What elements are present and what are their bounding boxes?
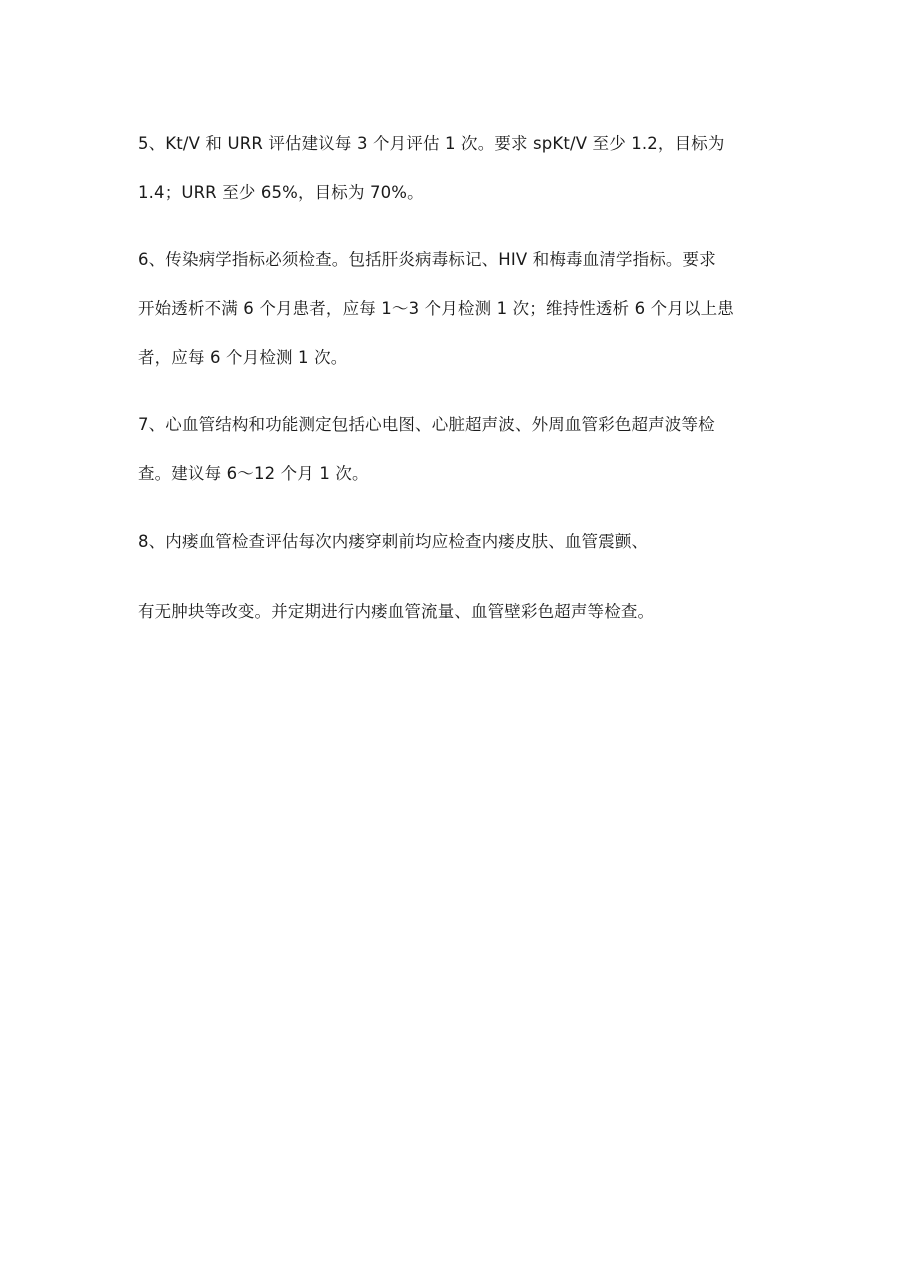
text-line-4: 开始透析不满 6 个月患者，应每 1～3 个月检测 1 次；维持性透析 6 个月以上患 [138,299,734,318]
text-line-6: 7、心血管结构和功能测定包括心电图、心脏超声波、外周血管彩色超声波等检 [138,415,715,434]
text-line-7: 查。建议每 6～12 个月 1 次。 [138,464,369,483]
text-line-1: 5、Kt/V 和 URR 评估建议每 3 个月评估 1 次。要求 spKt/V 至少 1.2，目标为 [138,134,725,153]
text-line-5: 者，应每 6 个月检测 1 次。 [138,348,348,367]
text-line-9: 有无肿块等改变。并定期进行内瘘血管流量、血管壁彩色超声等检查。 [138,602,655,621]
text-line-8: 8、内瘘血管检查评估每次内瘘穿刺前均应检查内瘘皮肤、血管震颤、 [138,532,649,551]
text-line-3: 6、传染病学指标必须检查。包括肝炎病毒标记、HIV 和梅毒血清学指标。要求 [138,250,716,269]
text-line-2: 1.4；URR 至少 65%，目标为 70%。 [138,183,424,202]
